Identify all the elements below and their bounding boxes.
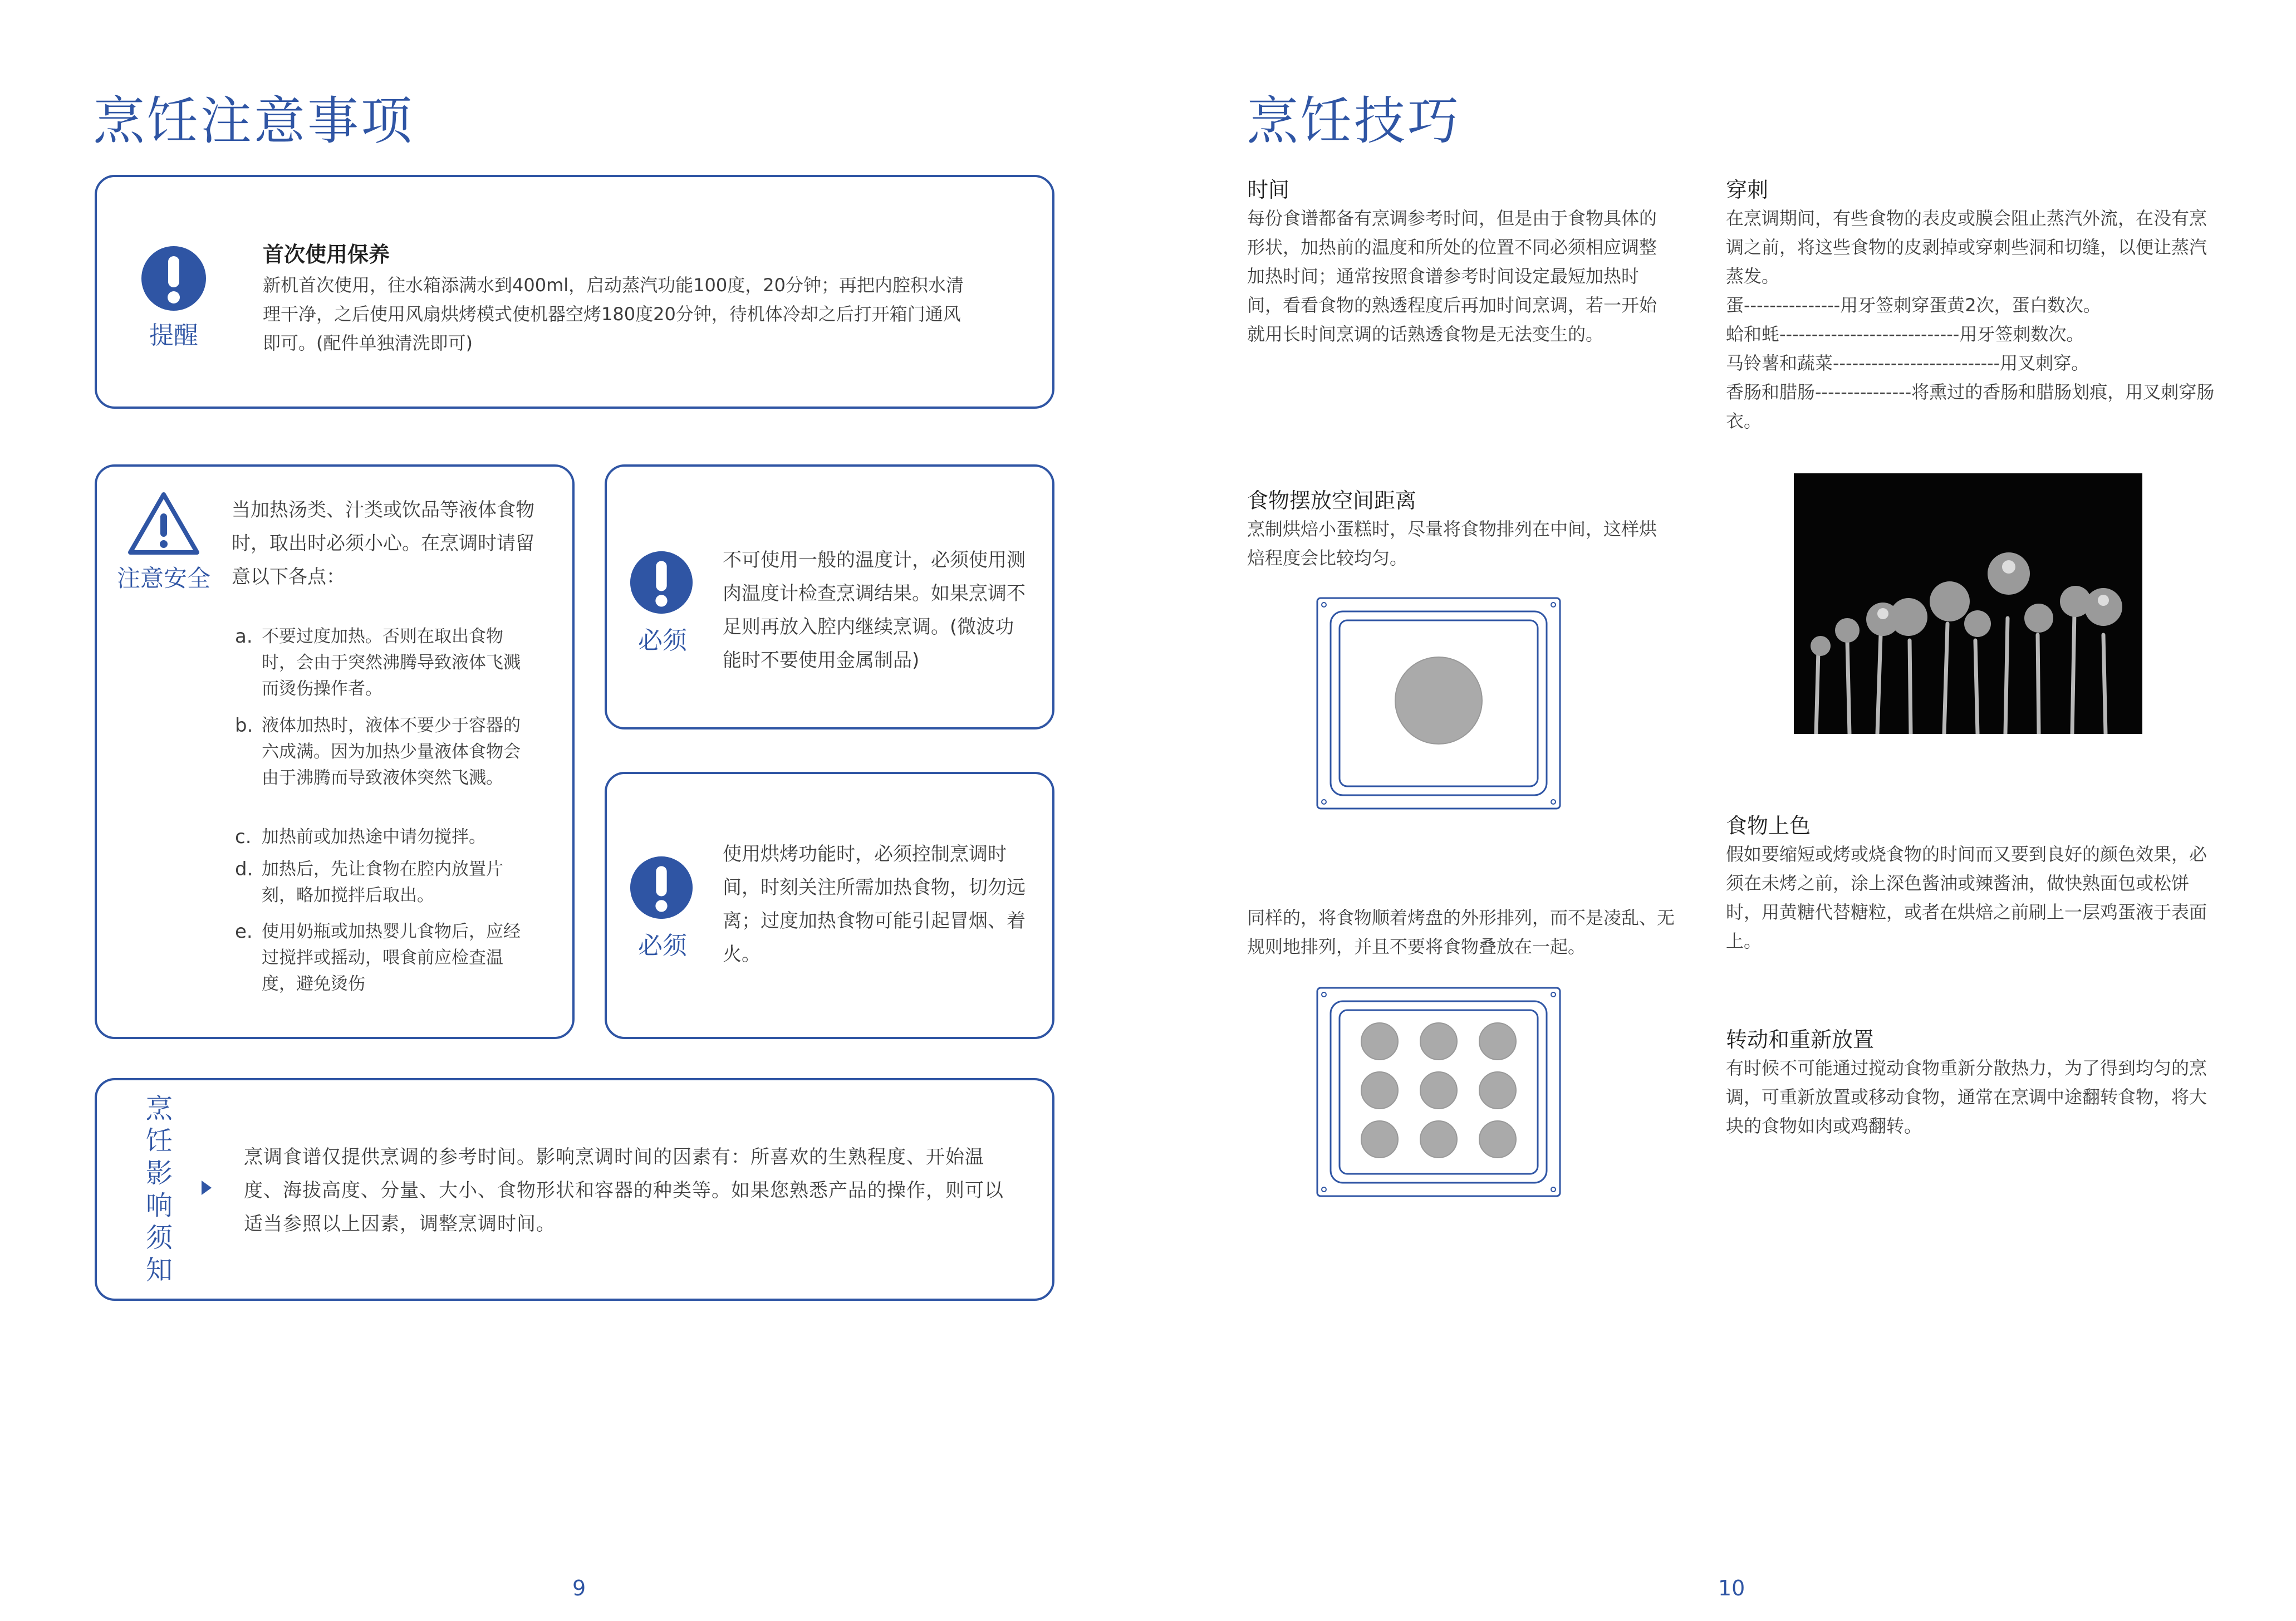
pierce-heading: 穿刺 [1726, 178, 1769, 202]
safety-item-letter: d. [235, 858, 253, 880]
pierce-line-egg: 蛋---------------用牙签刺穿蛋黄2次，蛋白数次。 [1726, 295, 2101, 316]
safety-item-text: 不要过度加热。否则在取出食物时，会由于突然沸腾导致液体飞溅而烫伤操作者。 [262, 626, 521, 699]
must-label: 必须 [638, 626, 687, 655]
food-item [1479, 1072, 1516, 1109]
food-item [1361, 1121, 1398, 1158]
spacing-body-2: 同样的，将食物顺着烤盘的外形排列，而不是凌乱、无规则地排列，并且不要将食物叠放在一起。 [1247, 907, 1675, 957]
turning-body: 有时候不可能通过搅动食物重新分散热力，为了得到均匀的烹调，可重新放置或移动食物，通常在烹调中途翻转食物，将大块的食物如肉或鸡翻转。 [1726, 1057, 2207, 1137]
pierce-line-potato: 马铃薯和蔬菜--------------------------用叉刺穿。 [1726, 352, 2089, 374]
pierce-line-sausage: 香肠和腊肠---------------将熏过的香肠和腊肠划痕，用叉刺穿肠衣。 [1726, 381, 2215, 432]
pierce-line-clam: 蛤和蚝----------------------------用牙签刺数次。 [1726, 324, 2084, 345]
safety-item-text: 液体加热时，液体不要少于容器的六成满。因为加热少量液体食物会由于沸腾而导致液体突然飞溅。 [262, 716, 521, 788]
safety-item-text: 使用奶瓶或加热婴儿食物后，应经过搅拌或摇动，喂食前应检查温度，避免烫伤 [262, 922, 521, 994]
safety-label: 注意安全 [116, 565, 210, 592]
food-item [1479, 1023, 1516, 1060]
safety-item-text: 加热后，先让食物在腔内放置片刻，略加搅拌后取出。 [262, 859, 503, 905]
spacing-heading: 食物摆放空间距离 [1247, 488, 1417, 513]
arrow-right-icon [200, 1179, 213, 1196]
safety-item-letter: b. [235, 714, 253, 737]
influence-box [95, 1078, 1054, 1301]
right-page-title: 烹饪技巧 [1247, 91, 1461, 151]
tray-multi-cake-diagram [1316, 987, 1561, 1197]
browning-body: 假如要缩短或烤或烧食物的时间而又要到良好的颜色效果，必须在未烤之前，涂上深色酱油或辣酱油，做快熟面包或松饼时，用黄糖代替糖粒，或者在烘焙之前刷上一层鸡蛋液于表面上。 [1726, 844, 2207, 952]
must-label: 必须 [638, 932, 687, 960]
safety-item-text: 加热前或加热途中请勿搅拌。 [262, 827, 486, 847]
page-number-left: 9 [572, 1576, 586, 1600]
spacing-body: 烹制烘焙小蛋糕时，尽量将食物排列在中间，这样烘焙程度会比较均匀。 [1247, 518, 1657, 569]
turning-heading: 转动和重新放置 [1726, 1027, 1875, 1052]
left-page-title: 烹饪注意事项 [94, 91, 415, 151]
safety-item-d [235, 856, 547, 912]
food-item [1361, 1072, 1398, 1109]
food-item [1479, 1121, 1516, 1158]
food-item [1395, 657, 1482, 744]
influence-vertical-label: 烹饪影响须知 [145, 1093, 173, 1286]
reminder-label: 提醒 [149, 321, 198, 350]
page-number-right: 10 [1718, 1576, 1745, 1600]
safety-item-a [235, 624, 547, 707]
safety-item-c [235, 824, 547, 852]
first-use-box [95, 175, 1054, 409]
tray-single-cake-diagram [1316, 597, 1561, 810]
time-heading: 时间 [1247, 178, 1290, 202]
food-item [1420, 1023, 1457, 1060]
safety-item-letter: c. [235, 826, 252, 848]
safety-item-b [235, 713, 547, 824]
food-item [1420, 1072, 1457, 1109]
safety-item-letter: e. [235, 920, 253, 943]
must-grill-box [605, 772, 1054, 1039]
safety-box [95, 464, 575, 1039]
safety-intro: 当加热汤类、汁类或饮品等液体食物时，取出时必须小心。在烹调时请留意以下各点： [232, 499, 534, 588]
safety-item-letter: a. [235, 625, 253, 648]
forks-with-food-photo [1794, 473, 2142, 734]
browning-heading: 食物上色 [1726, 814, 1811, 838]
safety-item-e [235, 919, 547, 1002]
exclamation-circle-icon [629, 855, 694, 920]
food-item [1361, 1023, 1398, 1060]
exclamation-circle-icon [629, 550, 694, 615]
food-item [1420, 1121, 1457, 1158]
must-grill-body: 使用烘烤功能时，必须控制烹调时间，时刻关注所需加热食物，切勿远离；过度加热食物可能引起冒烟、着火。 [723, 843, 1026, 966]
influence-body: 烹调食谱仅提供烹调的参考时间。影响烹调时间的因素有：所喜欢的生熟程度、开始温度、海拔高度、分量、大小、食物形状和容器的种类等。如果您熟悉产品的操作，则可以适当参照以上因素，调整烹调时间。 [244, 1146, 1004, 1235]
warning-triangle-icon [127, 491, 200, 556]
must-thermometer-box [605, 464, 1054, 729]
exclamation-circle-icon [140, 245, 207, 312]
first-use-heading: 首次使用保养 [263, 242, 390, 267]
pierce-intro: 在烹调期间，有些食物的表皮或膜会阻止蒸汽外流，在没有烹调之前，将这些食物的皮剥掉或穿刺些洞和切缝，以便让蒸汽蒸发。 [1726, 208, 2207, 287]
first-use-body: 新机首次使用，往水箱添满水到400ml，启动蒸汽功能100度，20分钟；再把内腔积水清理干净，之后使用风扇烘烤模式使机器空烤180度20分钟，待机体冷却之后打开箱门通风即可。(配件单独清洗即可) [263, 275, 964, 354]
time-body: 每份食谱都备有烹调参考时间，但是由于食物具体的形状，加热前的温度和所处的位置不同必须相应调整加热时间；通常按照食谱参考时间设定最短加热时间，看看食物的熟透程度后再加时间烹调，若一开始就用长时间烹调的话熟透食物是无法变生的。 [1247, 208, 1657, 345]
must-thermometer-body: 不可使用一般的温度计，必须使用测肉温度计检查烹调结果。如果烹调不足则再放入腔内继续烹调。(微波功能时不要使用金属制品) [723, 549, 1026, 672]
